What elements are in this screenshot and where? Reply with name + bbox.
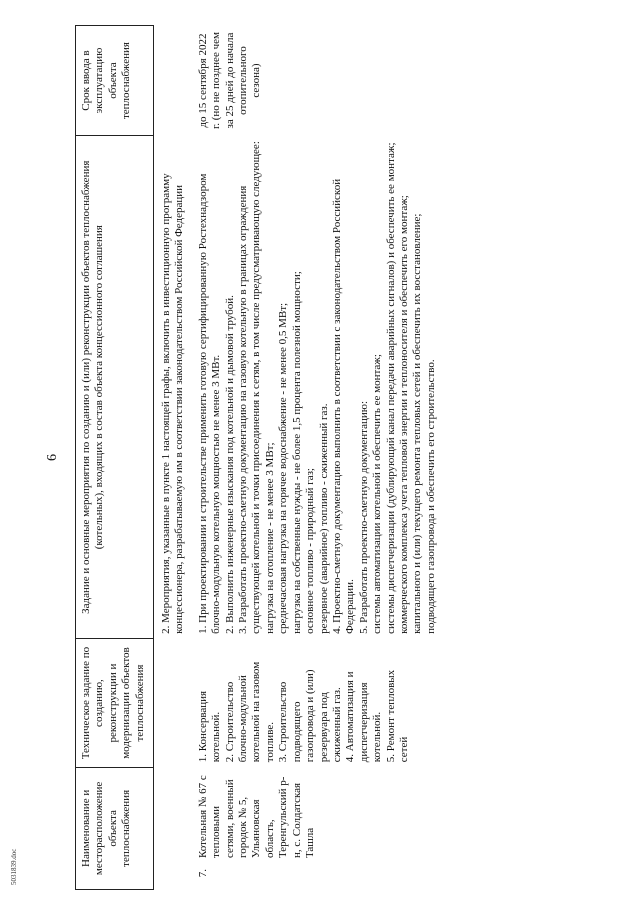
table-header-row: [76, 26, 154, 890]
intro-row: [154, 26, 191, 890]
measure-item: основное топливо - природный газ;: [304, 468, 317, 634]
measures-table: [75, 25, 442, 890]
measure-item: системы автоматизации котельной и обеспечить ее монтаж;: [371, 354, 384, 634]
task-cell: [191, 639, 442, 767]
measure-item: 5. Разработать проектно-сметную документацию:: [357, 400, 370, 634]
measure-item: коммерческого комплекса учета тепловой энергии и теплоносителя и обеспечить его монтаж;: [397, 195, 410, 634]
measure-item: нагрузка на отопление - не менее 3 МВт;: [263, 442, 276, 634]
measure-item: среднечасовая нагрузка на горячее водоснабжение - не менее 0,5 МВт;: [277, 302, 290, 634]
task-item: 2. Строительство блочно-модульной котельной на газовом топливе.: [223, 661, 276, 763]
table-row: [191, 26, 442, 890]
header-technical-task: Техническое задание по созданию, реконструкции и модернизации объектов теплоснабжения: [76, 639, 154, 767]
measures-cell: [191, 136, 442, 639]
header-measures: Задание и основные мероприятия по созданию и (или) реконструкции объектов теплоснабжения (котельных), входящих в состав объекта концессионного соглашения: [76, 136, 154, 639]
measure-item: 2. Выполнить инженерные изыскания под котельной и дымовой трубой.: [223, 295, 236, 634]
measure-item: нагрузка на собственные нужды - не более 1,5 процента полезной мощности;: [290, 271, 303, 634]
measure-item: 4. Проектно-сметную документацию выполнить в соответствии с законодательством Российской Федерации.: [330, 178, 357, 634]
file-label: 5031839.doc: [10, 848, 18, 885]
measure-item: системы диспетчеризации (дублирующий канал передачи аварийных сигналов) и обеспечить ее монтаж;: [384, 142, 397, 634]
task-item: 1. Консервация котельной.: [196, 690, 223, 763]
intro-note: 2. Мероприятия, указанные в пункте 1 настоящей графы, включить в инвестиционную программу концессионера, разрабатываемую им в соответствии законодательством Российской Федерации: [160, 173, 186, 634]
header-object-name: Наименование и месторасположение объекта теплоснабжения: [76, 767, 154, 889]
page-number: 6: [45, 454, 60, 461]
task-item: 4. Автоматизация и диспетчеризация котельной.: [344, 671, 384, 763]
deadline-cell: до 15 сентября 2022 г. (но не позднее чем за 25 дней до начала отопительного сезона): [196, 32, 263, 130]
task-item: 5. Ремонт тепловых сетей: [384, 669, 410, 763]
measure-item: 1. При проектировании и строительстве применить готовую сертифицированную Ростехнадзором блочно-модульную котельную мощностью не менее 3 МВт.: [196, 173, 223, 634]
task-item: 3. Строительство подводящего газопровода и (или) резервуара под сжиженный газ.: [277, 669, 343, 763]
header-deadline: Срок ввода в эксплуатацию объекта теплоснабжения: [76, 26, 154, 136]
measure-item: подводящего газопровода и обеспечить его строительство.: [424, 359, 437, 634]
row-number: 7.: [196, 869, 209, 878]
object-name-cell: Котельная № 67 с тепловыми сетями, военный городок № 5, Ульяновская область, Теренгульский р-н, с. Солдатская Ташла: [196, 775, 317, 859]
measure-item: 3. Разработать проектно-сметную документацию на газовую котельную в границах ограждения существующей котельной и точки присоединения к сетям, в том числе предусматривающую следующее:: [237, 141, 263, 634]
measure-item: резервное (аварийное) топливо - сжиженный газ.: [317, 403, 330, 634]
rotated-page: [35, 25, 615, 890]
measure-item: капитального и (или) текущего ремонта тепловых сетей и обеспечить их восстановление;: [411, 213, 424, 634]
